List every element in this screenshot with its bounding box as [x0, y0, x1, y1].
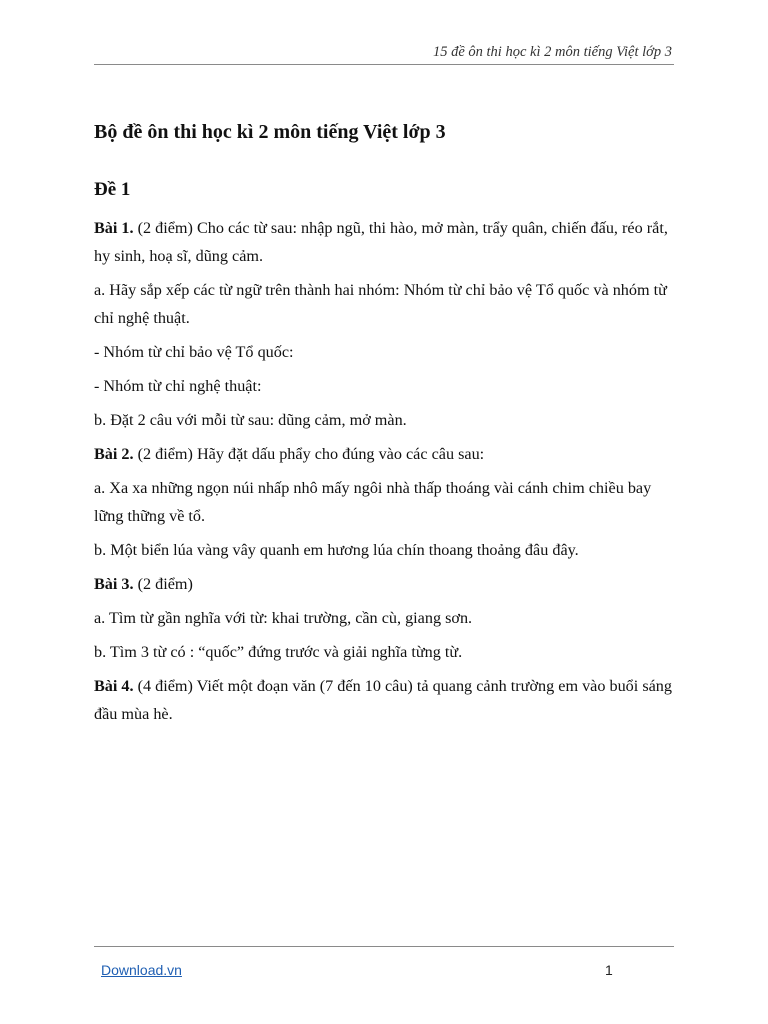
paragraph-text: b. Một biển lúa vàng vây quanh em hương lúa chín thoang thoảng đâu đây. — [94, 541, 579, 559]
header-divider — [94, 64, 674, 65]
paragraph — [94, 440, 674, 468]
paragraph-text: (2 điểm) — [133, 575, 193, 593]
running-header: 15 đề ôn thi học kì 2 môn tiếng Việt lớp 3 — [432, 44, 672, 60]
paragraph-text: a. Xa xa những ngọn núi nhấp nhô mấy ngôi nhà thấp thoáng vài cánh chim chiều bay lững thững về tổ. — [94, 479, 652, 525]
paragraph-text: a. Tìm từ gần nghĩa với từ: khai trường, cần cù, giang sơn. — [94, 609, 473, 627]
paragraph — [94, 604, 674, 632]
paragraph — [94, 338, 674, 366]
footer-divider — [94, 946, 674, 947]
exercise-label: Bài 4. — [94, 677, 134, 695]
section-title: Đề 1 — [94, 179, 131, 200]
exercise-label: Bài 1. — [94, 219, 134, 237]
page-number: 1 — [605, 962, 613, 978]
paragraph-text: - Nhóm từ chỉ bảo vệ Tổ quốc: — [94, 343, 294, 361]
exercise-content — [94, 214, 674, 734]
paragraph — [94, 474, 674, 530]
paragraph-text: a. Hãy sắp xếp các từ ngữ trên thành hai nhóm: Nhóm từ chỉ bảo vệ Tổ quốc và nhóm từ chỉ nghệ thuật. — [94, 281, 667, 327]
paragraph-text: (2 điểm) Hãy đặt dấu phẩy cho đúng vào các câu sau: — [133, 445, 485, 463]
paragraph-text: - Nhóm từ chỉ nghệ thuật: — [94, 377, 262, 395]
paragraph — [94, 536, 674, 564]
paragraph — [94, 276, 674, 332]
paragraph-text: (2 điểm) Cho các từ sau: nhập ngũ, thi hào, mở màn, trẩy quân, chiến đấu, réo rắt, hy sinh, hoạ sĩ, dũng cảm. — [94, 219, 668, 265]
paragraph — [94, 672, 674, 728]
paragraph-text: (4 điểm) Viết một đoạn văn (7 đến 10 câu) tả quang cảnh trường em vào buổi sáng đầu mùa hè. — [94, 677, 672, 723]
paragraph-text: b. Đặt 2 câu với mỗi từ sau: dũng cảm, mở màn. — [94, 411, 407, 429]
paragraph — [94, 406, 674, 434]
paragraph-text: b. Tìm 3 từ có : “quốc” đứng trước và giải nghĩa từng từ. — [94, 643, 463, 661]
exercise-label: Bài 3. — [94, 575, 134, 593]
paragraph — [94, 214, 674, 270]
exercise-label: Bài 2. — [94, 445, 134, 463]
document-title: Bộ đề ôn thi học kì 2 môn tiếng Việt lớp 3 — [94, 121, 446, 143]
download-link[interactable]: Download.vn — [101, 962, 182, 978]
paragraph — [94, 372, 674, 400]
paragraph — [94, 570, 674, 598]
paragraph — [94, 638, 674, 666]
